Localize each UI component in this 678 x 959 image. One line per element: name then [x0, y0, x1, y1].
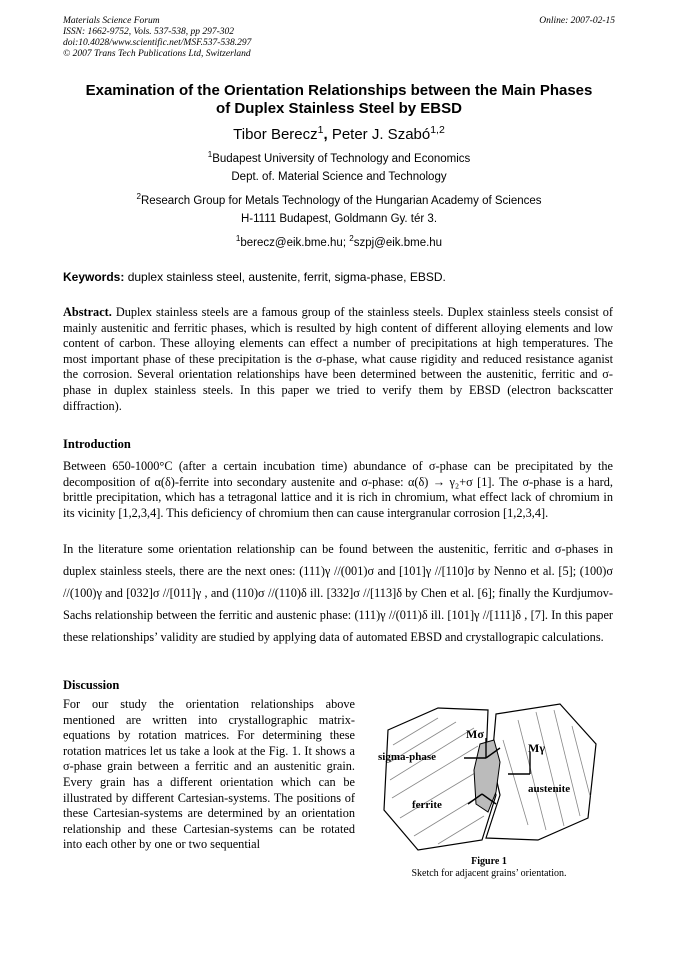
- figure-1-text: Sketch for adjacent grains’ orientation.: [411, 868, 567, 879]
- journal-header: [63, 16, 251, 60]
- introduction-p2: In the literature some orientation relationship can be found between the austenitic, ferritic and σ-phases in duplex stainless steels, there are the next ones: (111)γ //(001)σ and [101]γ //[110]σ by Nenno et al. [5]; (100)σ //(100)γ and [032]σ //[011]γ , and (110)σ //(110)δ ill. [332]σ //[113]δ by Chen et al. [6]; finally the Kurdjumov-Sachs relationship between the ferritic and austenic phase: (111)γ //(011)δ ill. [101]γ //[111]δ , [7]. In this paper these relationships’ validity are studied by applying data of automated EBSD and crystallograpic calculations.: [63, 542, 614, 644]
- author-1: Tibor Berecz: [233, 126, 318, 143]
- abstract: [63, 305, 613, 414]
- copyright: © 2007 Trans Tech Publications Ltd, Switzerland: [63, 49, 251, 59]
- title-line-1: Examination of the Orientation Relationships between the Main Phases: [85, 82, 593, 99]
- paper-title: [40, 82, 638, 118]
- keywords-text: duplex stainless steel, austenite, ferrit, sigma-phase, EBSD.: [127, 270, 446, 284]
- author-2: Peter J. Szabó: [331, 126, 431, 143]
- figure-1-caption: [378, 856, 600, 880]
- author-1-sup: 1: [317, 124, 324, 136]
- m-sigma-label: Mσ: [466, 727, 484, 741]
- author-2-sup: 1,2: [430, 124, 445, 136]
- affiliation-dept: Dept. of. Material Science and Technology: [231, 171, 447, 183]
- m-gamma-label: Mγ: [528, 741, 545, 755]
- relation-1: (111)γ //(001)σ and [101]γ //[110]σ: [299, 564, 475, 578]
- austenite-label: austenite: [528, 783, 571, 795]
- journal-name: Materials Science Forum: [63, 16, 160, 26]
- sigma-phase-label: sigma-phase: [378, 751, 437, 763]
- figure-1-sketch: [378, 700, 600, 855]
- introduction-p1: Between 650-1000°C (after a certain incubation time) abundance of σ-phase can be precipitated by the decomposition of α(δ)-ferrite into secondary austenite and σ-phase: α(δ) → γ₂+σ [1]. The σ-phase is a hard, brittle precipitation, which has a tetragonal lattice and it is rich in chromium, what effect lack of chromium in its vicinity [1,2,3,4]. This deficiency of chromium then can cause intergranular corrosion [1,2,3,4].: [63, 459, 613, 520]
- introduction-heading: Introduction: [63, 437, 131, 451]
- discussion-heading: Discussion: [63, 678, 120, 692]
- keywords-label: Keywords:: [63, 270, 125, 284]
- affiliation-2: $^2$Research Group for Metals Technology of the Hungarian Academy of Sciences: [136, 192, 542, 207]
- email-2: szpj@eik.bme.hu: [353, 236, 443, 249]
- figure-1-title: Figure 1: [471, 856, 507, 867]
- issn: ISSN: 1662-9752, Vols. 537-538, pp 297-302: [63, 27, 234, 37]
- relation-3: (111)γ //(011)δ ill. [101]γ //[111]δ ,: [354, 608, 528, 622]
- ferrite-label: ferrite: [412, 799, 442, 811]
- abstract-text: Duplex stainless steels are a famous group of the stainless steels. Duplex stainless steels consist of mainly austenitic and ferritic phases, which is resulted by high content of different alloying elements and low content of carbon. These alloying elements can effect a number of precipitations at high temperatures. The most important phase of these precipitation is the σ-phase, what cause rigidity and reduced resistance aganist the corrosion. Several orientation relationships have been determined between the austenitic, ferritic and σ-phase in duplex stainless steels. In this paper we tried to verify them by EBSD (electron backscatter diffraction).: [63, 305, 613, 413]
- email-1: berecz@eik.bme.hu;: [240, 236, 347, 249]
- discussion-text: For our study the orientation relationships above mentioned are written into crystallographic matrix-equations by rotation matrices. For determining these rotation matrices let us take a look at the Fig. 1. It shows a σ-phase grain between a ferritic and an austenitic grain. Every grain has a different orientation which can be illustrated by different Cartesian-systems. The positions of these Cartesian-systems are determined by an orientation relationship and these Cartesian-systems can be rotated into each other by one or two sequential: [63, 697, 355, 852]
- title-line-2: of Duplex Stainless Steel by EBSD: [216, 100, 462, 117]
- austenite-grain: [486, 704, 596, 840]
- author-list: Tibor Berecz$^1$, Peter J. Szabó$^{1,2}$: [233, 124, 445, 143]
- online-date: Online: 2007-02-15: [539, 16, 615, 26]
- affiliation-1: $^1$Budapest University of Technology and Economics: [207, 150, 471, 165]
- emails: $^1$berecz@eik.bme.hu; $^2$szpj@eik.bme.hu: [235, 234, 443, 249]
- abstract-label: Abstract.: [63, 305, 112, 319]
- keywords: [63, 270, 446, 284]
- relation-2: (100)σ //(100)γ and [032]σ //[011]γ , and (110)σ //(110)δ ill. [332]σ //[113]δ: [63, 564, 614, 600]
- doi: doi:10.4028/www.scientific.net/MSF.537-538.297: [63, 38, 252, 48]
- address: H-1111 Budapest, Goldmann Gy. tér 3.: [240, 213, 438, 225]
